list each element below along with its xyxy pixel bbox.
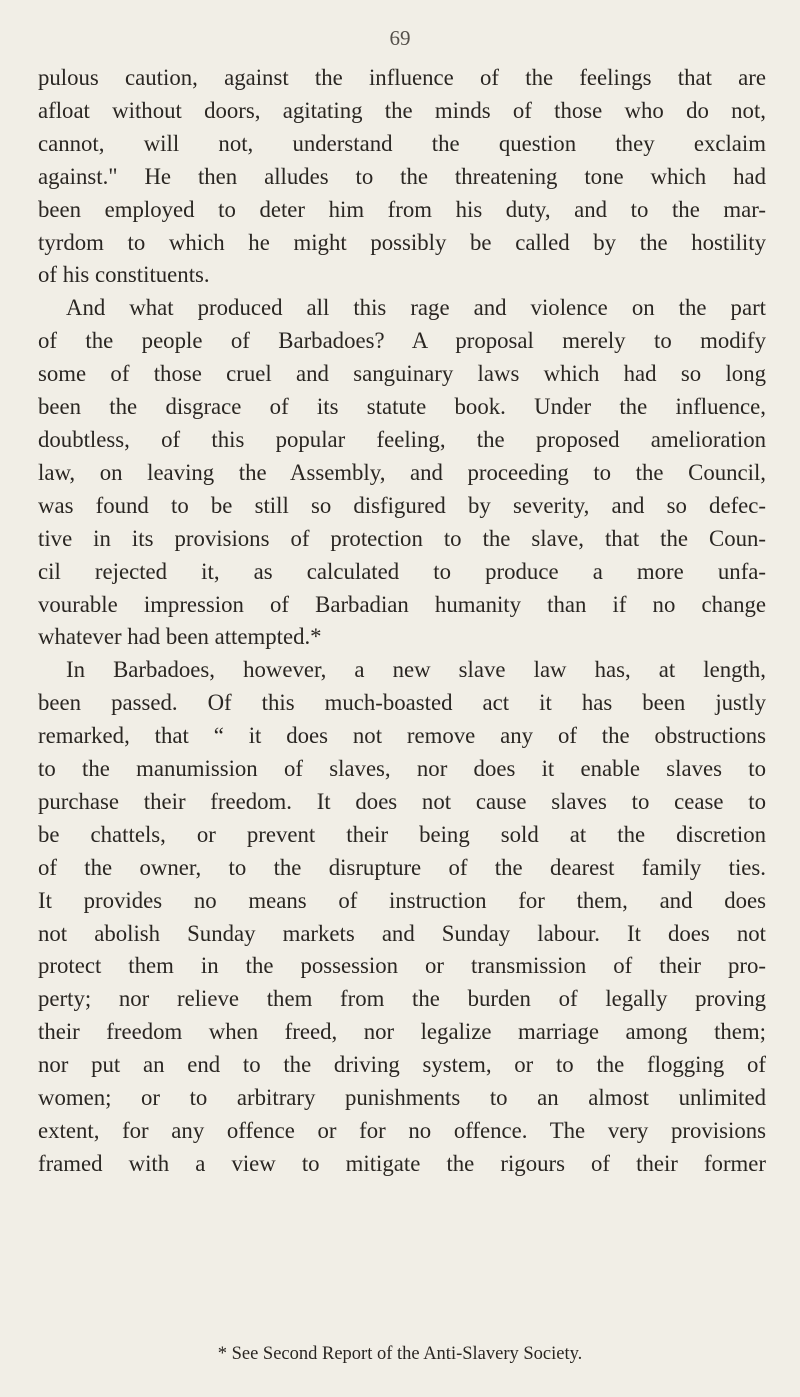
text-line: tive in its provisions of protection to the slave, that the Coun-	[38, 525, 766, 551]
text-line: protect them in the possession or transmission of their pro-	[38, 953, 766, 979]
text-line: remarked, that “ it does not remove any of the obstructions	[38, 723, 766, 749]
text-line: to the manumission of slaves, nor does it enable slaves to	[38, 756, 766, 782]
text-line: cil rejected it, as calculated to produce a more unfa-	[38, 558, 766, 584]
text-line: been employed to deter him from his duty, and to the mar-	[38, 196, 766, 222]
text-line: vourable impression of Barbadian humanity than if no change	[38, 591, 766, 617]
text-line: It provides no means of instruction for them, and does	[38, 887, 766, 913]
text-line: afloat without doors, agitating the minds of those who do not,	[38, 97, 766, 123]
text-line: purchase their freedom. It does not cause slaves to cease to	[38, 788, 766, 814]
text-line: cannot, will not, understand the question they exclaim	[38, 130, 766, 156]
text-line: been passed. Of this much-boasted act it has been justly	[38, 690, 766, 716]
page-number: 69	[389, 26, 411, 50]
text-line: And what produced all this rage and violence on the part	[66, 295, 766, 321]
text-line: their freedom when freed, nor legalize marriage among them;	[38, 1019, 766, 1045]
text-line: tyrdom to which he might possibly be called by the hostility	[38, 229, 766, 255]
text-line: of the people of Barbadoes? A proposal merely to modify	[38, 328, 766, 354]
text-line: law, on leaving the Assembly, and proceeding to the Council,	[38, 459, 766, 485]
text-line: of the owner, to the disrupture of the dearest family ties.	[38, 854, 766, 880]
text-line: of his constituents.	[38, 262, 210, 288]
text-line: been the disgrace of its statute book. Under the influence,	[38, 394, 766, 420]
text-line: pulous caution, against the influence of the feelings that are	[38, 65, 766, 90]
text-line: framed with a view to mitigate the rigours of their former	[38, 1150, 766, 1176]
text-line: some of those cruel and sanguinary laws which had so long	[38, 361, 766, 387]
text-line: be chattels, or prevent their being sold at the discretion	[38, 821, 766, 847]
footnote: * See Second Report of the Anti-Slavery Society.	[217, 1344, 583, 1364]
text-line: perty; nor relieve them from the burden of legally proving	[38, 986, 766, 1012]
text-line: not abolish Sunday markets and Sunday labour. It does not	[38, 920, 766, 946]
text-line: extent, for any offence or for no offence. The very provisions	[38, 1118, 766, 1143]
text-line: nor put an end to the driving system, or to the flogging of	[38, 1052, 766, 1078]
text-line: was found to be still so disfigured by severity, and so defec-	[38, 492, 766, 518]
text-line: doubtless, of this popular feeling, the proposed amelioration	[38, 426, 766, 452]
text-line: In Barbadoes, however, a new slave law has, at length,	[66, 657, 766, 683]
body-text	[38, 62, 766, 1181]
text-line: women; or to arbitrary punishments to an almost unlimited	[38, 1085, 766, 1111]
text-line: against." He then alludes to the threatening tone which had	[38, 163, 766, 189]
text-line: whatever had been attempted.*	[38, 624, 322, 650]
